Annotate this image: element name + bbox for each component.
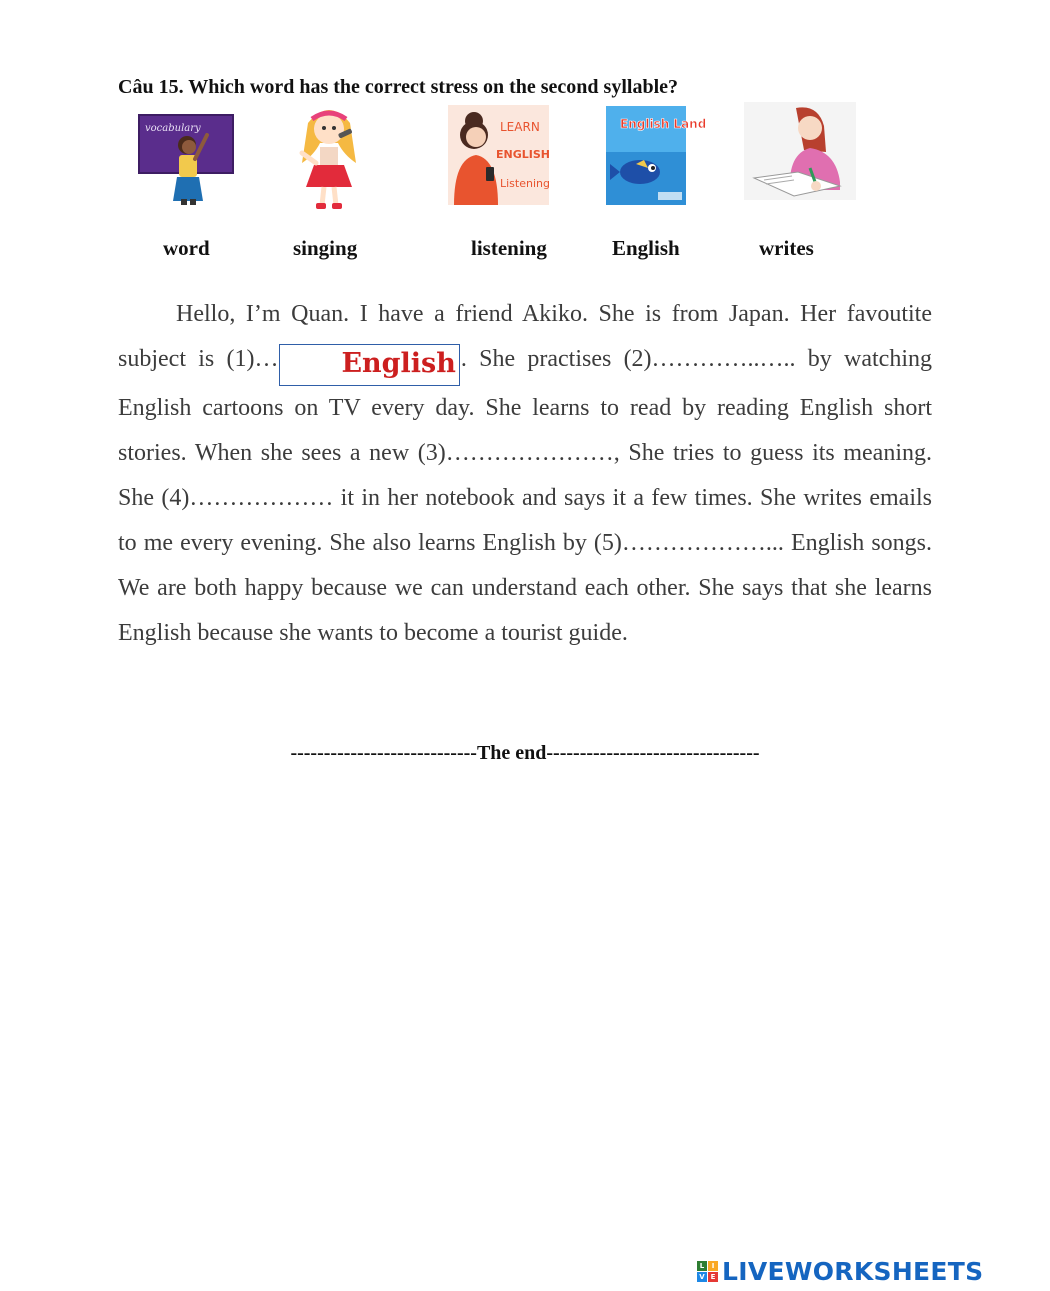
- sign-listening: Listening: [500, 177, 550, 190]
- vocabulary-board-picture: [137, 113, 235, 205]
- sign-english: ENGLISH: [496, 148, 550, 161]
- book-title: English Land: [620, 117, 707, 131]
- reading-passage: [118, 292, 932, 656]
- learn-english-listening-picture: [448, 105, 549, 205]
- singing-girl-picture: [286, 103, 372, 213]
- logo-letter-e: E: [708, 1272, 718, 1282]
- logo-letter-l: L: [697, 1261, 707, 1271]
- logo-wordmark: LIVEWORKSHEETS: [722, 1256, 984, 1286]
- question-heading: Câu 15. Which word has the correct stress on the second syllable?: [118, 76, 678, 98]
- answer-input-1[interactable]: English: [279, 344, 459, 386]
- option-writes: writes: [759, 236, 814, 260]
- board-text: vocabulary: [145, 123, 201, 134]
- logo-letter-v: V: [697, 1272, 707, 1282]
- option-english: English: [612, 236, 680, 260]
- option-singing: singing: [293, 236, 358, 260]
- logo-icon: [697, 1261, 718, 1282]
- option-word: word: [163, 236, 210, 260]
- logo-letter-i: I: [708, 1261, 718, 1271]
- english-land-book-picture: [606, 106, 707, 205]
- option-listening: listening: [471, 236, 547, 260]
- sign-learn: LEARN: [500, 120, 540, 134]
- passage-part-1: Hello, I’m Quan. I have a friend Akiko. She is from Japan. Her favoutite subject is (1)…: [118, 301, 932, 372]
- liveworksheets-logo: [697, 1256, 983, 1286]
- the-end-divider: ----------------------------The end--------------------------------: [290, 742, 760, 764]
- passage-part-2: . She practises (2)…………..….. by watching English cartoons on TV every day. She learns to read by reading English short stories. When she sees a new (3)…………………, She tries to guess its meaning. She (4)……………… it in her notebook and says it a few times. She writes emails to me every evening. She also learns English by (5)………………... English songs. We are both happy because we can understand each other. She says that she learns English because she wants to become a tourist guide.: [118, 346, 932, 646]
- girl-writing-picture: [744, 102, 856, 200]
